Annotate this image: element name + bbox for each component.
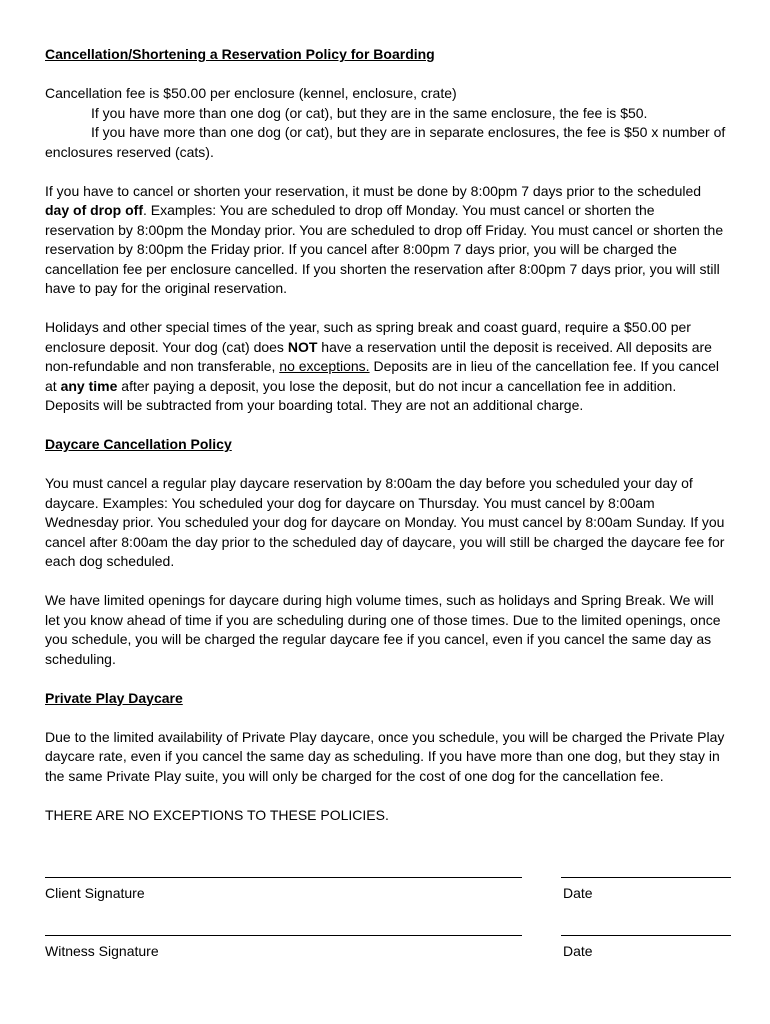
boarding-heading: Cancellation/Shortening a Reservation Policy for Boarding <box>45 46 435 62</box>
no-exceptions-underline: no exceptions. <box>279 358 370 374</box>
day-of-drop-off-emphasis: day of drop off <box>45 202 143 218</box>
witness-date-line[interactable] <box>561 935 731 936</box>
daycare-cancel-paragraph: You must cancel a regular play daycare reservation by 8:00am the day before you scheduled your day of daycare. Examples: You scheduled your dog for daycare on Thursday. You must cancel by 8:00am Wednesday prior. You scheduled your dog for daycare on Monday. You must cancel by 8:00am Sunday. If you cancel after 8:00am the day prior to the scheduled day of daycare, you will still be charged the daycare fee for each dog scheduled. <box>45 475 725 569</box>
client-signature-row <box>45 877 731 917</box>
policy-document <box>45 45 727 825</box>
daycare-heading: Daycare Cancellation Policy <box>45 436 232 452</box>
client-signature-label: Client Signature <box>45 885 145 901</box>
fee-separate-enclosures: If you have more than one dog (or cat), but they are in separate enclosures, the fee is $50 x number of enclosures reserved (cats). <box>45 124 726 160</box>
witness-date-label: Date <box>563 943 593 959</box>
not-emphasis: NOT <box>287 338 318 355</box>
cancellation-fee-line: Cancellation fee is $50.00 per enclosure (kennel, enclosure, crate) <box>45 85 457 101</box>
witness-signature-line[interactable] <box>45 935 522 936</box>
daycare-limited-paragraph: We have limited openings for daycare during high volume times, such as holidays and Spring Break. We will let you know ahead of time if you are scheduling during one of those times. Due to the limited openings, once you schedule, you will be charged the regular daycare fee if you cancel, even if you cancel the same day as scheduling. <box>45 592 721 667</box>
witness-signature-row <box>45 935 731 975</box>
any-time-emphasis: any time <box>60 377 118 394</box>
witness-signature-label: Witness Signature <box>45 943 159 959</box>
client-signature-line[interactable] <box>45 877 522 878</box>
fee-same-enclosure: If you have more than one dog (or cat), but they are in the same enclosure, the fee is $50. <box>91 104 648 121</box>
client-date-line[interactable] <box>561 877 731 878</box>
no-exceptions-statement: THERE ARE NO EXCEPTIONS TO THESE POLICIES. <box>45 806 389 823</box>
boarding-cancel-paragraph: If you have to cancel or shorten your reservation, it must be done by 8:00pm 7 days prior to the scheduled day of drop off. Examples: You are scheduled to drop off Monday. You must cancel or shorten the reservation by 8:00pm the Monday prior. You are scheduled to drop off Friday. You must cancel or shorten the reservation by 8:00pm the Friday prior. If you cancel after 8:00pm 7 days prior, you will be charged the cancellation fee per enclosure cancelled. If you shorten the reservation after 8:00pm 7 days prior, you will still have to pay for the original reservation. <box>45 182 724 296</box>
holiday-deposit-paragraph: Holidays and other special times of the year, such as spring break and coast guard, require a $50.00 per enclosure deposit. Your dog (cat) does NOT have a reservation until the deposit is received. All deposits are non-refundable and non transferable, no exceptions. Deposits are in lieu of the cancellation fee. If you cancel at any time after paying a deposit, you lose the deposit, but do not incur a cancellation fee in addition. Deposits will be subtracted from your boarding total. They are not an additional charge. <box>45 319 720 413</box>
client-date-label: Date <box>563 885 593 901</box>
private-play-heading: Private Play Daycare <box>45 689 183 706</box>
private-play-paragraph: Due to the limited availability of Private Play daycare, once you schedule, you will be charged the Private Play daycare rate, even if you cancel the same day as scheduling. If you have more than one dog, but they stay in the same Private Play suite, you will only be charged for the cost of one dog for the cancellation fee. <box>45 728 725 784</box>
